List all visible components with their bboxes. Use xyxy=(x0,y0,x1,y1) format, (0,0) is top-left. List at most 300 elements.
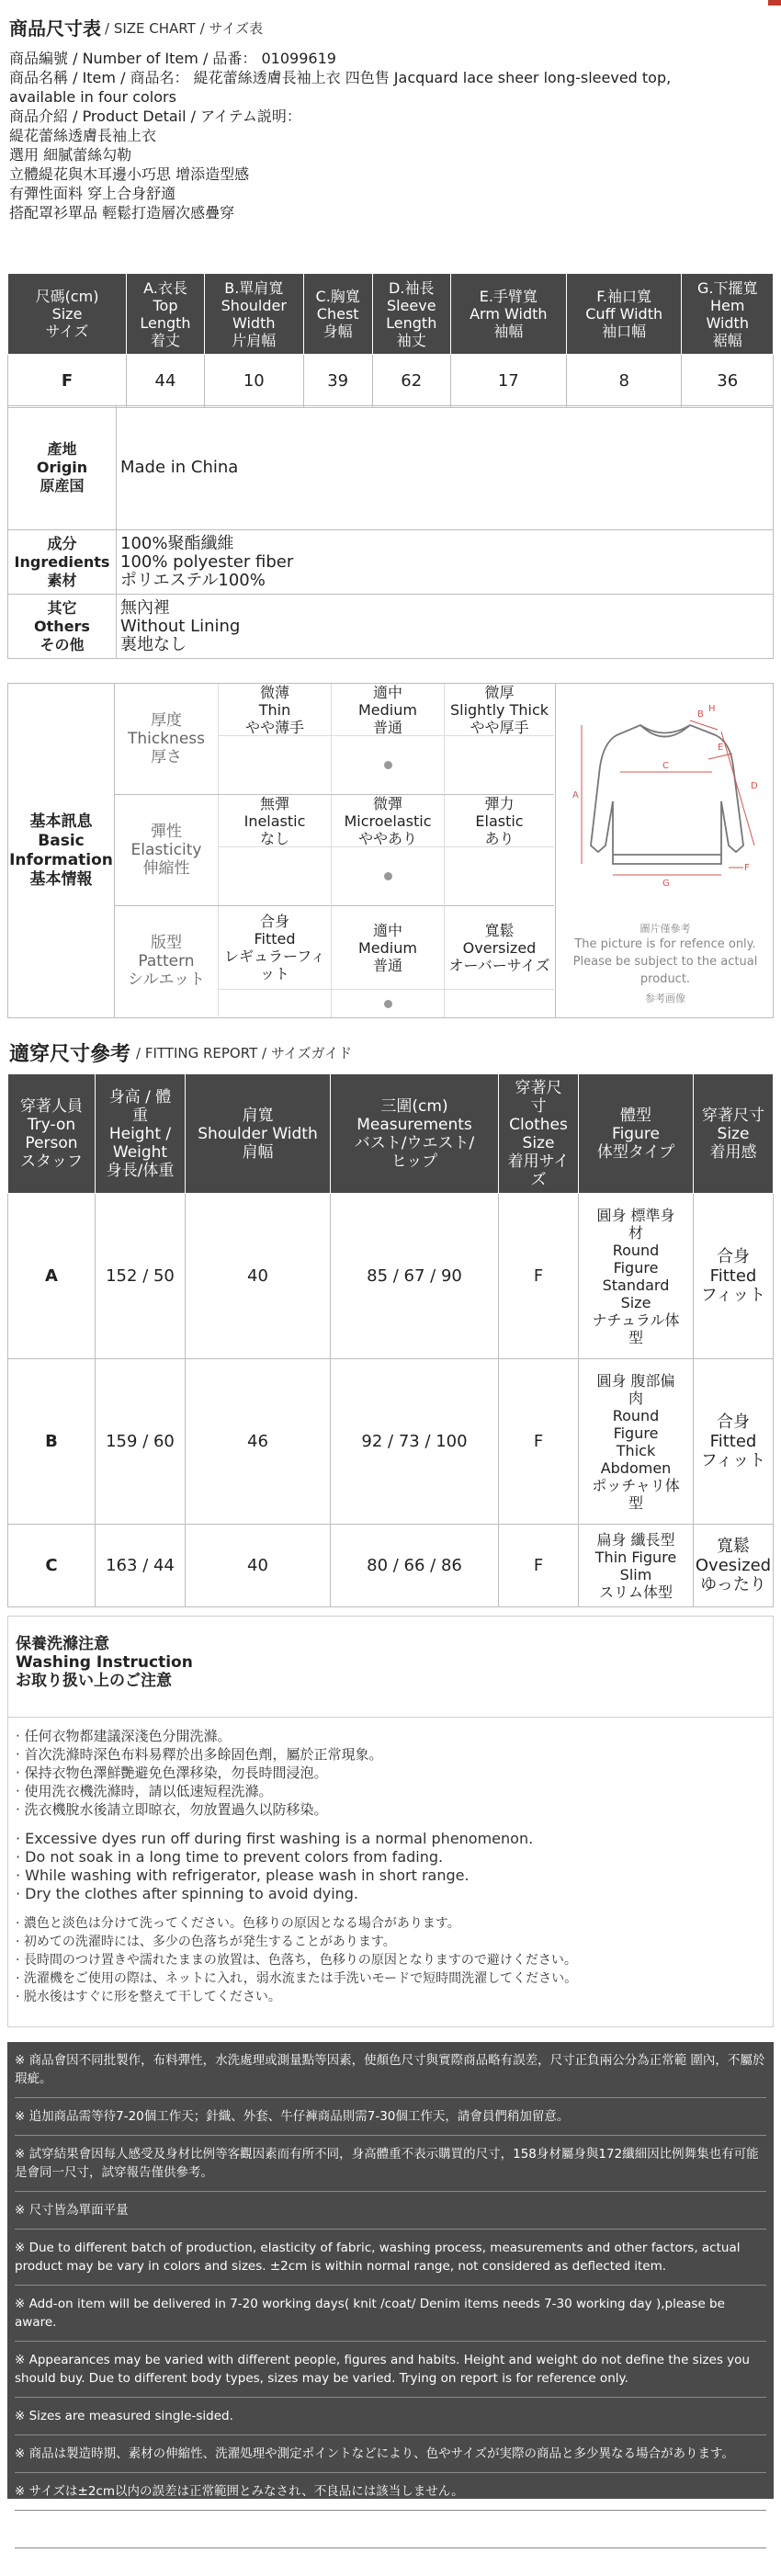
selected-dot-icon xyxy=(384,872,392,880)
header-text: 体型タイプ xyxy=(596,1142,675,1162)
size-table xyxy=(7,273,774,408)
basic-info-label xyxy=(8,684,115,1017)
header-text: Measurements xyxy=(357,1115,472,1134)
title-text: Washing Instruction xyxy=(16,1653,193,1672)
washing-instructions xyxy=(7,1616,774,2027)
option-text: あり xyxy=(484,829,515,847)
option-text: 微彈 xyxy=(372,794,402,812)
value-text: ポリエステル100% xyxy=(120,570,266,590)
option-fitted xyxy=(219,906,332,990)
ingredients-label xyxy=(8,530,117,595)
header-text: 着用感 xyxy=(709,1142,757,1162)
note-item: ※ 試着結果は、個人の体型や着用感、着こなしにより異なる場合があります。試着レポートは参考程度にご覧ください。 xyxy=(15,2522,686,2536)
title-text: お取り扱い上のご注意 xyxy=(16,1672,172,1690)
height-weight-cell: 163 / 44 xyxy=(96,1525,186,1607)
person-cell: B xyxy=(8,1359,96,1525)
feel-text: Fitted xyxy=(709,1432,757,1451)
clothes-size-cell: F xyxy=(499,1525,579,1607)
header-text: Shoulder Width xyxy=(198,1124,318,1143)
size-cell: F xyxy=(8,355,127,408)
meta-line: 搭配罩衫單品 輕鬆打造層次感疊穿 xyxy=(9,204,235,221)
label-text: Origin xyxy=(36,459,88,476)
top-corner-mark xyxy=(768,0,781,6)
label-text: 厚さ xyxy=(151,748,182,766)
label-text: Thickness xyxy=(127,730,206,748)
header-text: 尺碼(cm) xyxy=(35,288,99,305)
shoulder-cell: 40 xyxy=(186,1525,331,1607)
note-item: ※ Appearances may be varied with different people, figures and habits. Height and weight do not define the sizes you should buy. Due to different body types, sizes may be varied. Trying on report is for reference only. xyxy=(15,2353,750,2386)
header-feel xyxy=(694,1074,774,1194)
figure-cell xyxy=(579,1359,694,1525)
elasticity-row xyxy=(115,795,554,905)
header-text: Person xyxy=(25,1133,78,1152)
option-text: 無彈 xyxy=(259,794,289,812)
note-item: ※ 商品は製造時期、素材の伸縮性、洗濯処理や測定ポイントなどにより、色やサイズが実際の商品と多少異なる場合があります。 xyxy=(15,2446,734,2461)
origin-value: Made in China xyxy=(117,406,774,530)
header-text: Length xyxy=(140,313,191,332)
meta-line: 緹花蕾絲透膚長袖上衣 xyxy=(9,127,157,144)
header-text: Weight xyxy=(112,1142,168,1162)
header-text: Top xyxy=(153,296,178,314)
option-microelastic xyxy=(332,795,445,847)
fit-feel-cell xyxy=(694,1359,774,1525)
header-text: 身長/体重 xyxy=(106,1161,175,1180)
option-text: レギュラーフィット xyxy=(224,948,325,982)
note-item: ※ Add-on item will be delivered in 7-20 working days( knit /coat/ Denim items needs 7-30 working day ),please be aware. xyxy=(15,2297,725,2330)
option-text: Elastic xyxy=(475,811,524,830)
cuff-cell: 8 xyxy=(566,355,682,408)
list-item: · 使用洗衣機洗滌時，請以低速短程洗滌。 xyxy=(16,1783,273,1799)
dot-cell xyxy=(445,990,554,1017)
note-item: ※ 尺寸皆為單面平量 xyxy=(15,2203,129,2218)
size-chart-title-main: 商品尺寸表 xyxy=(9,17,101,40)
header-text: A.衣長 xyxy=(143,278,187,297)
header-measurements xyxy=(331,1074,499,1194)
option-text: 微薄 xyxy=(259,683,289,701)
option-text: やや厚手 xyxy=(470,718,529,736)
header-text: ズ xyxy=(530,1170,547,1189)
diagram-letter: H xyxy=(708,704,716,714)
dot-cell xyxy=(332,847,445,904)
header-hem-width xyxy=(682,274,774,355)
figure-text: Figure xyxy=(613,1258,659,1277)
header-text: 着用サイ xyxy=(507,1152,570,1171)
elasticity-label xyxy=(115,795,219,905)
label-text: 基本訊息 xyxy=(29,811,93,831)
option-text: Oversized xyxy=(462,938,537,957)
figure-text: Standard xyxy=(602,1276,670,1294)
header-text: Height / xyxy=(108,1124,172,1143)
label-text: シルエット xyxy=(127,970,206,989)
meta-line: 商品名稱 / Item / 商品名： 緹花蕾絲透膚長袖上衣 四色售 Jacquard lace sheer long-sleeved top, xyxy=(9,69,672,86)
height-weight-cell: 159 / 60 xyxy=(96,1359,186,1525)
measurements-cell: 80 / 66 / 86 xyxy=(331,1525,499,1607)
figure-text: Thick xyxy=(616,1441,656,1459)
header-text: 身幅 xyxy=(323,323,353,340)
pattern-row xyxy=(115,906,554,1016)
diagram-letter: G xyxy=(662,879,670,889)
header-text: Length xyxy=(386,313,437,332)
thickness-row xyxy=(115,684,554,794)
dot-cell xyxy=(219,736,332,793)
ingredients-row xyxy=(8,530,774,595)
header-text: Try-on xyxy=(27,1115,76,1134)
option-text: 普通 xyxy=(372,956,402,974)
figure-cell xyxy=(579,1525,694,1607)
product-meta xyxy=(0,49,781,222)
diagram-caption-zh: 圖片僅參考 xyxy=(640,923,691,935)
feel-text: フィット xyxy=(700,1451,766,1470)
option-text: 合身 xyxy=(259,913,289,930)
washing-body xyxy=(8,1718,773,2026)
list-item: · Do not soak in a long time to prevent colors from fading. xyxy=(16,1848,444,1866)
shoulder-cell: 10 xyxy=(204,355,303,408)
header-text: F.袖口寬 xyxy=(596,288,652,305)
option-text: オーバーサイズ xyxy=(448,956,550,974)
figure-text: 圓身 標準身 xyxy=(596,1206,675,1224)
origin-label xyxy=(8,406,117,530)
diagram-letter: E xyxy=(718,743,724,753)
feel-text: ゆったり xyxy=(700,1575,766,1594)
fitting-title-main: 適穿尺寸參考 xyxy=(9,1042,131,1066)
option-text: 微厚 xyxy=(484,683,515,701)
figure-text: Round xyxy=(612,1406,660,1424)
others-value xyxy=(117,595,774,659)
value-text: 裏地なし xyxy=(120,634,187,654)
basic-info-panel xyxy=(7,683,774,1018)
diagram-caption-en: The picture is for refence only. xyxy=(574,937,756,951)
notes-panel xyxy=(7,2042,774,2574)
note-divider xyxy=(15,2285,766,2286)
fitting-report-title xyxy=(9,1038,352,1066)
option-text: 適中 xyxy=(372,921,402,939)
figure-cell xyxy=(579,1194,694,1359)
header-text: E.手臂寬 xyxy=(479,288,538,305)
note-divider xyxy=(15,2135,766,2136)
figure-text: 型 xyxy=(628,1328,643,1346)
figure-text: Abdomen xyxy=(600,1458,672,1477)
table-row xyxy=(8,355,774,408)
label-text: Elasticity xyxy=(130,841,202,859)
option-text: Fitted xyxy=(254,930,296,948)
header-text: Size xyxy=(717,1124,750,1143)
header-text: バスト/ウエスト/ xyxy=(354,1133,475,1152)
origin-row xyxy=(8,406,774,530)
header-text: 重 xyxy=(132,1106,148,1125)
selected-dot-icon xyxy=(384,761,392,769)
title-text: 保養洗滌注意 xyxy=(16,1635,109,1653)
header-sleeve-length xyxy=(372,274,450,355)
washing-group-ja xyxy=(16,1914,765,2006)
dot-cell xyxy=(445,736,554,793)
header-text: 穿著尺 xyxy=(515,1078,562,1097)
dot-cell xyxy=(219,847,332,904)
meta-line: 選用 細膩蕾絲勾勒 xyxy=(9,146,132,164)
list-item: · While washing with refrigerator, please wash in short range. xyxy=(16,1867,470,1884)
header-shoulder-width xyxy=(204,274,303,355)
value-text: 100% polyester fiber xyxy=(120,551,294,572)
diagram-caption-ja: 参考画像 xyxy=(645,993,685,1004)
header-chest xyxy=(303,274,372,355)
others-row xyxy=(8,595,774,659)
list-item: · 初めての洗濯時には、多少の色落ちが発生することがあります。 xyxy=(16,1935,396,1949)
list-item: · 濃色と淡色は分けて洗ってください。色移りの原因となる場合があります。 xyxy=(16,1916,460,1931)
note-divider xyxy=(15,2397,766,2398)
note-divider xyxy=(15,2191,766,2192)
header-text: 袖口幅 xyxy=(602,323,647,340)
option-text: 彈力 xyxy=(484,794,515,812)
option-text: ややあり xyxy=(357,829,417,847)
header-text: 寸 xyxy=(530,1096,547,1116)
header-text: 着丈 xyxy=(150,331,180,349)
option-oversized xyxy=(445,906,554,990)
dot-cell xyxy=(445,847,554,904)
fitting-title-sub: / FITTING REPORT / サイズガイド xyxy=(136,1044,353,1061)
figure-text: 扁身 纖長型 xyxy=(596,1530,675,1549)
header-text: C.胸寬 xyxy=(315,288,360,305)
figure-text: ナチュラル体 xyxy=(592,1311,680,1329)
option-inelastic xyxy=(219,795,332,847)
label-text: 版型 xyxy=(151,934,182,952)
header-text: Shoulder xyxy=(221,296,287,314)
header-text: 袖丈 xyxy=(396,331,426,349)
value-text: 100%聚酯纖維 xyxy=(120,533,234,553)
feel-text: 合身 xyxy=(717,1247,750,1266)
label-text: 厚度 xyxy=(151,711,182,730)
chest-cell: 39 xyxy=(303,355,372,408)
figure-text: スリム体型 xyxy=(598,1583,673,1601)
header-person xyxy=(8,1074,96,1194)
shoulder-cell: 40 xyxy=(186,1194,331,1359)
feel-text: Fitted xyxy=(709,1266,757,1286)
label-text: 素材 xyxy=(47,571,77,589)
hem-cell: 36 xyxy=(682,355,774,408)
header-size xyxy=(8,274,127,355)
label-text: Basic xyxy=(38,831,85,850)
header-text: ヒップ xyxy=(390,1152,438,1171)
diagram-caption-en: product. xyxy=(640,972,691,986)
label-text: 產地 xyxy=(47,440,77,458)
figure-text: 型 xyxy=(628,1493,643,1512)
label-text: Others xyxy=(34,617,90,635)
figure-text: ポッチャリ体 xyxy=(592,1476,680,1494)
header-text: 肩幅 xyxy=(242,1142,274,1162)
option-text: なし xyxy=(259,829,289,847)
note-divider xyxy=(15,2434,766,2435)
diagram-caption-en: Please be subject to the actual xyxy=(572,955,758,969)
size-table-header xyxy=(8,274,774,355)
table-row xyxy=(8,1525,774,1607)
value-text: 無內裡 xyxy=(120,597,170,618)
note-item: ※ Due to different batch of production, elasticity of fabric, washing process, measurements and other factors, actual product may be vary in colors and sizes. ±2cm is within normal range, not considered as deflected item. xyxy=(15,2241,741,2274)
option-text: Medium xyxy=(358,938,417,957)
header-height-weight xyxy=(96,1074,186,1194)
height-weight-cell: 152 / 50 xyxy=(96,1194,186,1359)
note-item: ※ 商品會因不同批製作，布料彈性，水洗處理或測量點等因素，使顏色尺寸與實際商品略有誤差，尺寸正負兩公分為正常範 圍內，不屬於瑕疵。 xyxy=(15,2053,765,2086)
diagram-letter: B xyxy=(697,709,704,720)
header-text: 體型 xyxy=(620,1106,651,1125)
figure-text: Thin Figure xyxy=(594,1548,677,1566)
feel-text: 寬鬆 xyxy=(717,1537,750,1556)
header-text: 身高 / 體 xyxy=(108,1087,172,1106)
note-item: ※ 試穿結果會因每人感受及身材比例等客觀因素而有所不同，身高體重不表示購買的尺寸，158身材屬身與172纖細因比例舞集也有可能是會同一尺寸，試穿報告僅供參考。 xyxy=(15,2147,759,2180)
diagram-letter: A xyxy=(572,790,579,800)
label-text: Information xyxy=(9,850,113,869)
option-thin xyxy=(219,684,332,736)
measurements-cell: 92 / 73 / 100 xyxy=(331,1359,499,1525)
header-text: B.單肩寬 xyxy=(224,278,284,297)
fit-feel-cell xyxy=(694,1194,774,1359)
header-text: 裾幅 xyxy=(712,331,742,349)
note-divider xyxy=(15,2097,766,2098)
list-item: · 保持衣物色澤鮮艷避免色澤移染，勿長時間浸泡。 xyxy=(16,1765,328,1781)
washing-group-en xyxy=(16,1830,765,1903)
fitting-table xyxy=(7,1073,774,1607)
feel-text: Ovesized xyxy=(695,1556,772,1575)
fit-feel-cell xyxy=(694,1525,774,1607)
header-text: 穿著尺寸 xyxy=(702,1106,764,1125)
figure-text: Size xyxy=(620,1293,651,1311)
option-text: Thin xyxy=(258,700,291,719)
header-text: 肩寬 xyxy=(242,1106,274,1125)
figure-text: Round xyxy=(612,1241,660,1259)
header-text: Size xyxy=(522,1133,555,1152)
header-shoulder xyxy=(186,1074,331,1194)
sleeve-cell: 62 xyxy=(372,355,450,408)
diagram-letter: C xyxy=(662,761,669,771)
value-text: Without Lining xyxy=(120,616,241,636)
list-item: · 洗衣機脫水後請立即晾衣，勿放置過久以防移染。 xyxy=(16,1801,328,1818)
header-text: スタッフ xyxy=(20,1152,83,1171)
option-slightly-thick xyxy=(445,684,554,736)
meta-line: available in four colors xyxy=(9,88,176,106)
figure-text: Slim xyxy=(619,1565,652,1583)
header-text: 三圍(cm) xyxy=(380,1096,448,1116)
label-text: 其它 xyxy=(47,598,77,617)
header-text: Clothes xyxy=(509,1115,568,1134)
table-row xyxy=(8,1359,774,1525)
info-table xyxy=(7,405,774,659)
label-text: Pattern xyxy=(138,952,195,970)
figure-text: 肉 xyxy=(628,1389,643,1407)
header-text: Figure xyxy=(612,1124,660,1143)
header-figure xyxy=(579,1074,694,1194)
header-top-length xyxy=(127,274,205,355)
label-text: 原産国 xyxy=(40,477,85,494)
others-label xyxy=(8,595,117,659)
figure-text: 材 xyxy=(628,1223,643,1242)
diagram-letter: F xyxy=(744,863,750,873)
header-text: 片肩幅 xyxy=(232,331,277,349)
diagram-letter: D xyxy=(751,781,758,791)
label-text: 彈性 xyxy=(151,823,182,841)
header-text: Cuff Width xyxy=(585,305,663,323)
washing-title xyxy=(8,1617,773,1718)
shoulder-cell: 46 xyxy=(186,1359,331,1525)
option-text: Slightly Thick xyxy=(449,700,549,719)
note-divider xyxy=(15,2341,766,2342)
label-text: その他 xyxy=(40,635,85,653)
measurements-cell: 85 / 67 / 90 xyxy=(331,1194,499,1359)
table-row xyxy=(8,1194,774,1359)
option-text: Inelastic xyxy=(243,811,306,830)
header-text: 穿著人員 xyxy=(20,1096,83,1116)
note-divider xyxy=(15,2510,766,2511)
header-text: D.袖長 xyxy=(389,278,435,297)
label-text: 成分 xyxy=(47,534,77,552)
size-chart-title xyxy=(0,15,272,42)
note-divider xyxy=(15,2472,766,2473)
figure-text: Figure xyxy=(613,1424,659,1442)
meta-line: 商品介紹 / Product Detail / アイテム説明： xyxy=(9,108,301,125)
sweater-diagram-icon xyxy=(556,684,775,941)
list-item: · 長時間のつけ置きや濡れたままの放置は、色落ち，色移りの原因となりますので避けください。 xyxy=(16,1953,577,1968)
meta-line: 有彈性面料 穿上合身舒適 xyxy=(9,185,176,202)
feel-text: 合身 xyxy=(717,1413,750,1432)
washing-group-zh xyxy=(16,1727,765,1819)
size-chart-title-sub: / SIZE CHART / サイズ表 xyxy=(105,20,264,37)
label-text: 基本情報 xyxy=(29,869,93,889)
option-text: 普通 xyxy=(372,718,402,736)
dot-cell xyxy=(332,736,445,793)
header-arm-width xyxy=(450,274,566,355)
header-text: サイズ xyxy=(45,323,89,340)
label-text: Ingredients xyxy=(14,552,110,571)
header-text: Arm Width xyxy=(470,305,548,323)
header-text: Width xyxy=(706,313,749,332)
meta-line: 立體緹花與木耳邊小巧思 增添造型感 xyxy=(9,165,250,183)
header-text: Sleeve xyxy=(386,296,436,314)
feel-text: フィット xyxy=(700,1286,766,1305)
list-item: · 任何衣物都建議深淺色分開洗滌。 xyxy=(16,1728,232,1744)
option-medium xyxy=(332,684,445,736)
arm-cell: 17 xyxy=(450,355,566,408)
person-cell: A xyxy=(8,1194,96,1359)
label-text: 伸縮性 xyxy=(142,859,190,878)
basic-info-grid xyxy=(115,684,554,1017)
header-text: Size xyxy=(51,305,83,323)
header-text: Width xyxy=(232,313,276,332)
note-item: ※ 追加商品需等待7-20個工作天；針織、外套、牛仔褲商品則需7-30個工作天，請會員們稍加留意。 xyxy=(15,2109,570,2124)
list-item: · 洗濯機をご使用の際は、ネットに入れ，弱水流または手洗いモードで短時間洗濯してください。 xyxy=(16,1971,578,1986)
note-divider xyxy=(15,2229,766,2230)
note-item: ※ サイズは±2cm以内の誤差は正常範囲とみなされ、不良品には該当しません。 xyxy=(15,2484,464,2499)
ingredients-value xyxy=(117,530,774,595)
meta-line: 商品編號 / Number of Item / 品番： 01099619 xyxy=(9,50,336,67)
header-text: G.下擺寬 xyxy=(696,278,758,297)
header-text: 袖幅 xyxy=(493,323,524,340)
option-text: やや薄手 xyxy=(244,718,304,736)
dot-cell xyxy=(332,990,445,1017)
list-item: · 首次洗滌時深色布料易釋於出多餘固色劑，屬於正常現象。 xyxy=(16,1746,383,1763)
option-text: Medium xyxy=(358,700,417,719)
list-item: · Dry the clothes after spinning to avoid dying. xyxy=(16,1885,359,1902)
option-text: Microelastic xyxy=(344,811,432,830)
header-text: Hem xyxy=(709,296,745,314)
list-item: · Excessive dyes run off during first washing is a normal phenomenon. xyxy=(16,1830,534,1847)
clothes-size-cell: F xyxy=(499,1194,579,1359)
dot-cell xyxy=(219,990,332,1017)
clothes-size-cell: F xyxy=(499,1359,579,1525)
person-cell: C xyxy=(8,1525,96,1607)
pattern-label xyxy=(115,906,219,1016)
header-cuff-width xyxy=(566,274,682,355)
thickness-label xyxy=(115,684,219,794)
fitting-header xyxy=(8,1074,774,1194)
top-length-cell: 44 xyxy=(127,355,205,408)
selected-dot-icon xyxy=(384,1000,392,1008)
option-elastic xyxy=(445,795,554,847)
